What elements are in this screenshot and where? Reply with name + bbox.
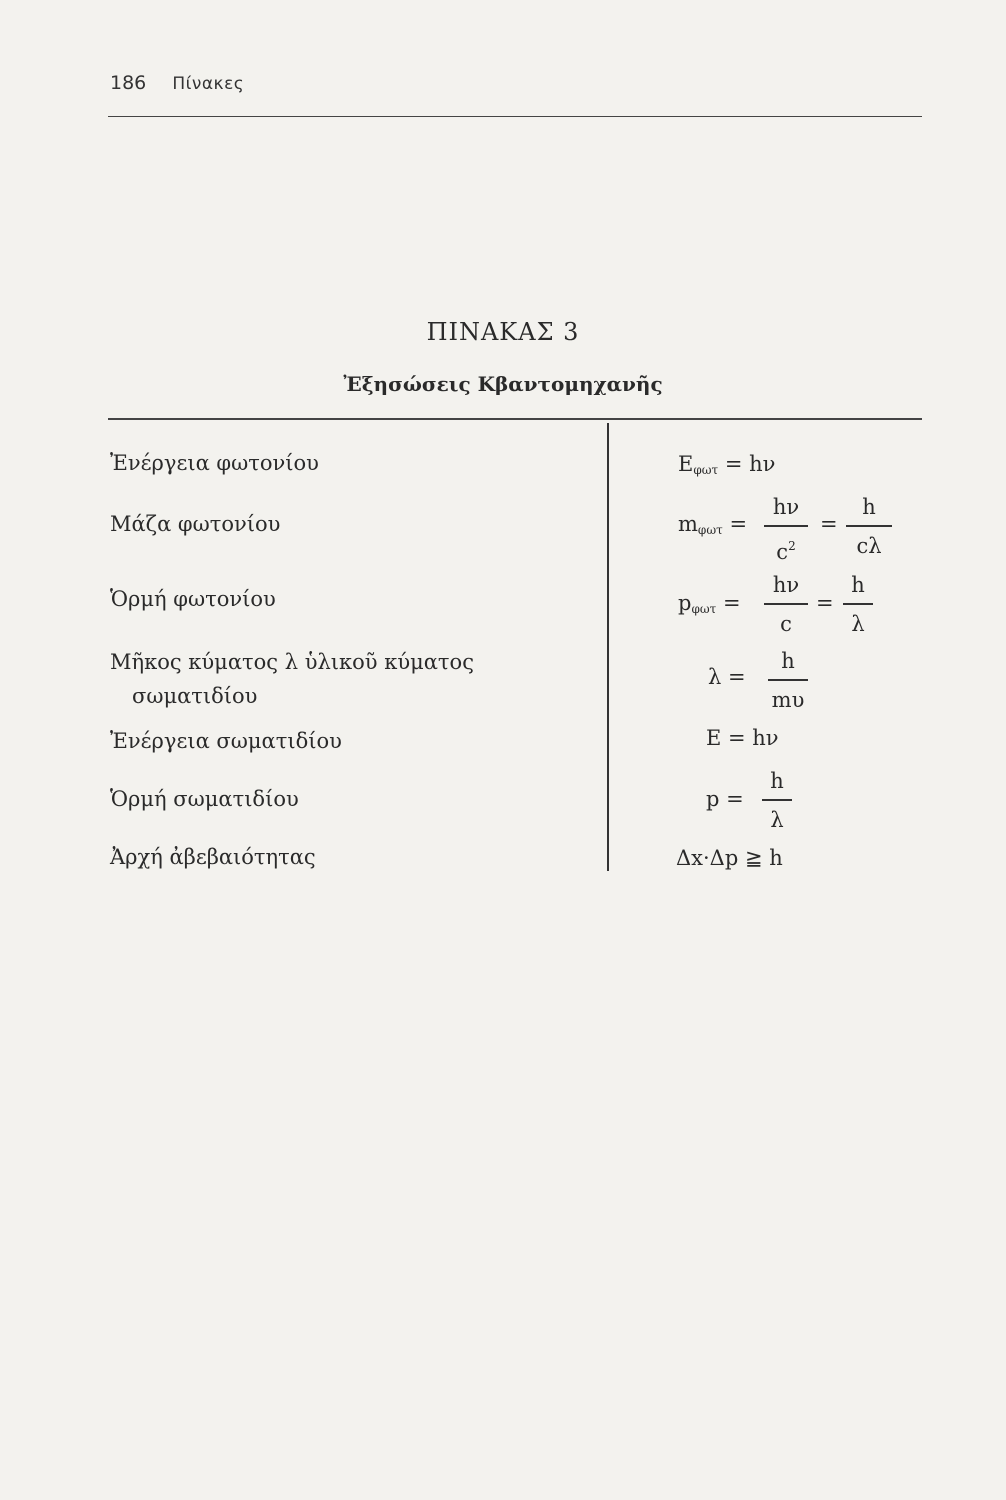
fraction-numerator: h: [770, 769, 784, 793]
fraction-bar: [843, 603, 873, 605]
fraction-bar: [764, 525, 808, 527]
fraction-photon-mass-1: [764, 494, 808, 565]
fraction-bar: [762, 799, 792, 801]
table-top-rule: [108, 418, 922, 420]
row-label-photon-momentum: Ὁρμή φωτονίου: [110, 587, 276, 611]
formula-equals: =: [722, 591, 741, 615]
formula-lhs: p: [678, 591, 692, 615]
header-rule: [108, 116, 922, 117]
formula-equals: =: [729, 512, 748, 536]
column-divider: [607, 423, 609, 871]
fraction-denominator: c: [780, 611, 792, 636]
fraction-bar: [764, 603, 808, 605]
fraction-bar: [768, 679, 808, 681]
row-label-wavelength-line1: Μῆκος κύματος λ ὑλικοῦ κύματος: [110, 650, 474, 674]
formula-subscript: φωτ: [697, 523, 723, 537]
formula-photon-mass-eq2: =: [820, 512, 838, 536]
fraction-photon-momentum-1: [764, 572, 808, 637]
fraction-denominator: λ: [770, 807, 784, 832]
formula-subscript: φωτ: [691, 602, 717, 616]
row-label-wavelength: [110, 645, 474, 713]
fraction-photon-mass-2: [846, 494, 892, 559]
row-label-wavelength-line2: σωματιδίου: [132, 684, 258, 708]
formula-wavelength-lhs: λ =: [708, 665, 746, 689]
formula-rhs: = hν: [724, 452, 776, 476]
row-label-uncertainty: Ἀρχή ἀβεβαιότητας: [110, 845, 316, 869]
fraction-numerator: h: [781, 649, 795, 673]
formula-lhs: m: [678, 512, 698, 536]
table-subtitle: Ἐξησώσεις Κβαντομηχανῆς: [343, 372, 663, 396]
fraction-bar: [846, 525, 892, 527]
denominator-exponent: 2: [788, 538, 796, 553]
table-title: ΠΙΝΑΚΑΣ 3: [426, 318, 580, 346]
row-label-photon-mass: Μάζα φωτονίου: [110, 512, 281, 536]
page-header: [110, 72, 244, 94]
page-number: 186: [110, 72, 147, 94]
fraction-denominator: λ: [851, 611, 865, 636]
formula-subscript: φωτ: [693, 463, 719, 477]
row-label-photon-energy: Ἐνέργεια φωτονίου: [110, 451, 319, 475]
fraction-numerator: h: [851, 573, 865, 597]
fraction-denominator: cλ: [856, 533, 882, 558]
fraction-photon-momentum-2: [843, 572, 873, 637]
fraction-particle-momentum: [762, 768, 792, 833]
fraction-numerator: hν: [772, 573, 800, 597]
fraction-denominator: [764, 533, 808, 565]
formula-particle-energy: E = hν: [706, 726, 779, 750]
fraction-numerator: hν: [772, 495, 800, 519]
denominator-base: c: [776, 539, 789, 564]
formula-particle-momentum-lhs: p =: [706, 787, 744, 811]
formula-photon-momentum-eq2: =: [816, 591, 834, 615]
formula-photon-energy: [678, 452, 775, 477]
fraction-denominator: mυ: [771, 687, 805, 712]
fraction-wavelength: [768, 648, 808, 713]
formula-lhs: E: [678, 452, 694, 476]
formula-photon-mass-lhs: [678, 512, 747, 537]
section-title: Πίνακες: [172, 74, 245, 94]
row-label-particle-energy: Ἐνέργεια σωματιδίου: [110, 729, 342, 753]
formula-uncertainty: Δx·Δp ≧ h: [676, 846, 783, 870]
fraction-numerator: h: [862, 495, 876, 519]
row-label-particle-momentum: Ὁρμή σωματιδίου: [110, 787, 299, 811]
formula-photon-momentum-lhs: [678, 591, 741, 616]
